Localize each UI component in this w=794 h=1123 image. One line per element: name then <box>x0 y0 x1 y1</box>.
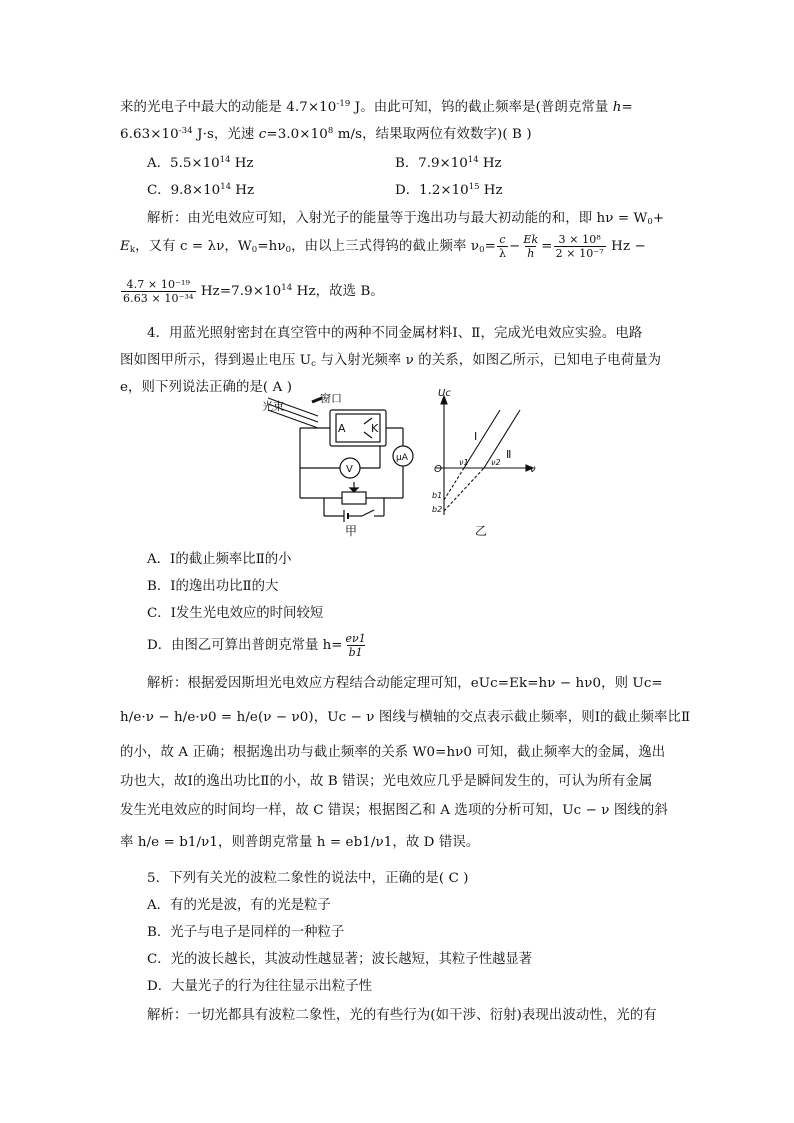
origin-label: O <box>434 464 442 475</box>
q3-analysis-line-2: $E_k$，又有 c = λν，$W_0=h\nu_0$，由以上三式得钨的截止频率 $\nu_0=$ $\frac{c}{\lambda}$ − $\frac{Ek}{h}$ = $\frac{\text{3 × 10⁸}}{\text{2 × 10⁻⁷}}$ Hz − <box>120 233 646 260</box>
rheostat <box>342 492 366 504</box>
q5-option-b: B．光子与电子是同样的一种粒子 <box>147 925 345 940</box>
label-window: 窗口 <box>320 392 342 405</box>
q4-option-a: A．Ⅰ的截止频率比Ⅱ的小 <box>147 552 292 567</box>
axis-x-label: ν <box>530 464 536 475</box>
label-line-II: Ⅱ <box>506 448 512 461</box>
q4-analysis-line-2: h/e·ν − h/e·ν0 = h/e(ν − ν0)，Uc − ν 图线与横轴的交点表示截止频率，则Ⅰ的截止频率比Ⅱ <box>120 710 691 725</box>
label-anode: A <box>338 422 346 435</box>
q5-option-a: A．有的光是波，有的光是粒子 <box>147 898 331 913</box>
q4-stem-line-3: e，则下列说法正确的是( A ) <box>120 380 293 395</box>
line-I-extension <box>444 468 464 500</box>
fraction-c-over-lambda: $\frac{c}{\lambda}$ <box>498 233 507 260</box>
label-b2: b2 <box>432 505 443 514</box>
q4-analysis-line-5: 发生光电效应的时间均一样，故 C 错误；根据图乙和 A 选项的分析可知，Uc − ν 图线的斜 <box>120 803 668 818</box>
q4-stem-line-2: 图如图甲所示，得到遏止电压 $U_c$ 与入射光频率 ν 的关系，如图乙所示，已知电子电荷量为 <box>120 353 662 369</box>
label-nu1: ν1 <box>459 458 469 467</box>
q3-option-d: D．$1.2\times 10^{15}$ Hz <box>395 182 503 198</box>
label-cathode: K <box>371 422 379 435</box>
label-light-beam: 光束 <box>262 400 284 413</box>
caption-yi: 乙 <box>475 524 488 538</box>
q5-stem: 5．下列有关光的波粒二象性的说法中，正确的是( C ) <box>147 871 469 886</box>
q5-option-d: D．大量光子的行为往往显示出粒子性 <box>147 979 372 994</box>
circuit-diagram-jia <box>268 398 413 522</box>
fraction-c-over-wavelength: $\frac{\text{3 × 10⁸}}{\text{2 × 10⁻⁷}}$ <box>555 233 604 260</box>
axis-y-label: Uc <box>438 388 451 399</box>
graph-labels <box>432 388 536 538</box>
q3-line-1: 来的光电子中最大的动能是 $4.7\times 10^{-19}$ J。由此可知，钨的截止频率是(普朗克常量 h= <box>120 99 633 115</box>
q3-analysis-line-1: 解析：由光电效应可知，入射光子的能量等于逸出功与最大初动能的和，即 $h\nu = W_0+$ <box>147 211 665 227</box>
q5-analysis-line-1: 解析：一切光都具有波粒二象性，光的有些行为(如干涉、衍射)表现出波动性，光的有 <box>147 1008 657 1023</box>
label-voltmeter: V <box>346 464 353 475</box>
q3-option-b: B．$7.9\times 10^{14}$ Hz <box>395 155 502 171</box>
switch-blade <box>362 510 374 516</box>
q3-option-c: C．$9.8\times 10^{14}$ Hz <box>147 182 255 198</box>
fraction-e-nu1-over-b1: $\frac{e\nu 1}{b1}$ <box>345 632 366 659</box>
q4-analysis-line-1: 解析：根据爱因斯坦光电效应方程结合动能定理可知，eUc=Ek=hν − hν0，则 Uc= <box>147 676 663 691</box>
label-b1: b1 <box>432 491 443 500</box>
q4-analysis-line-6: 率 h/e = b1/ν1，则普朗克常量 h = eb1/ν1，故 D 错误。 <box>120 835 480 850</box>
graph-yi <box>436 396 533 515</box>
caption-jia: 甲 <box>345 524 358 538</box>
q4-analysis-line-3: 的小，故 A 正确；根据逸出功与截止频率的关系 W0=hν0 可知，截止频率大的金属，逸出 <box>120 745 666 760</box>
q3-analysis-line-3: $\frac{\text{4.7 × 10⁻¹⁹}}{\text{6.63 × 10⁻³⁴}}$ $Hz=7.9\times 10^{14}$ Hz，故选 B。 <box>123 278 384 305</box>
q4-analysis-line-4: 功也大，故Ⅰ的逸出功比Ⅱ的小，故 B 错误；光电效应几乎是瞬间发生的，可认为所有金属 <box>120 774 653 789</box>
fraction-energy-over-h: $\frac{\text{4.7 × 10⁻¹⁹}}{\text{6.63 × 10⁻³⁴}}$ <box>123 278 194 305</box>
label-nu2: ν2 <box>491 458 501 467</box>
fraction-ek-over-h: $\frac{Ek}{h}$ <box>523 233 539 260</box>
q4-option-c: C．Ⅰ发生光电效应的时间较短 <box>147 606 324 621</box>
line-II <box>484 410 520 468</box>
q4-option-b: B．Ⅰ的逸出功比Ⅱ的大 <box>147 579 279 594</box>
label-line-I: Ⅰ <box>474 430 478 443</box>
q4-stem-line-1: 4．用蓝光照射密封在真空管中的两种不同金属材料Ⅰ、Ⅱ，完成光电效应实验。电路 <box>147 326 643 341</box>
q4-figures <box>0 0 794 560</box>
slider-arrow <box>350 488 358 492</box>
q3-option-a: A．$5.5\times 10^{14}$ Hz <box>147 155 254 171</box>
label-microammeter: μA <box>396 453 408 463</box>
q3-line-2: $6.63\times 10^{-34}$ J·s，光速 $c=3.0\times 10^8$ m/s，结果取两位有效数字)( B ) <box>120 126 532 142</box>
q5-option-c: C．光的波长越长，其波动性越显著；波长越短，其粒子性越显著 <box>147 952 533 967</box>
q4-option-d: D．由图乙可算出普朗克常量 h= $\frac{e\nu 1}{b1}$ <box>147 632 366 659</box>
